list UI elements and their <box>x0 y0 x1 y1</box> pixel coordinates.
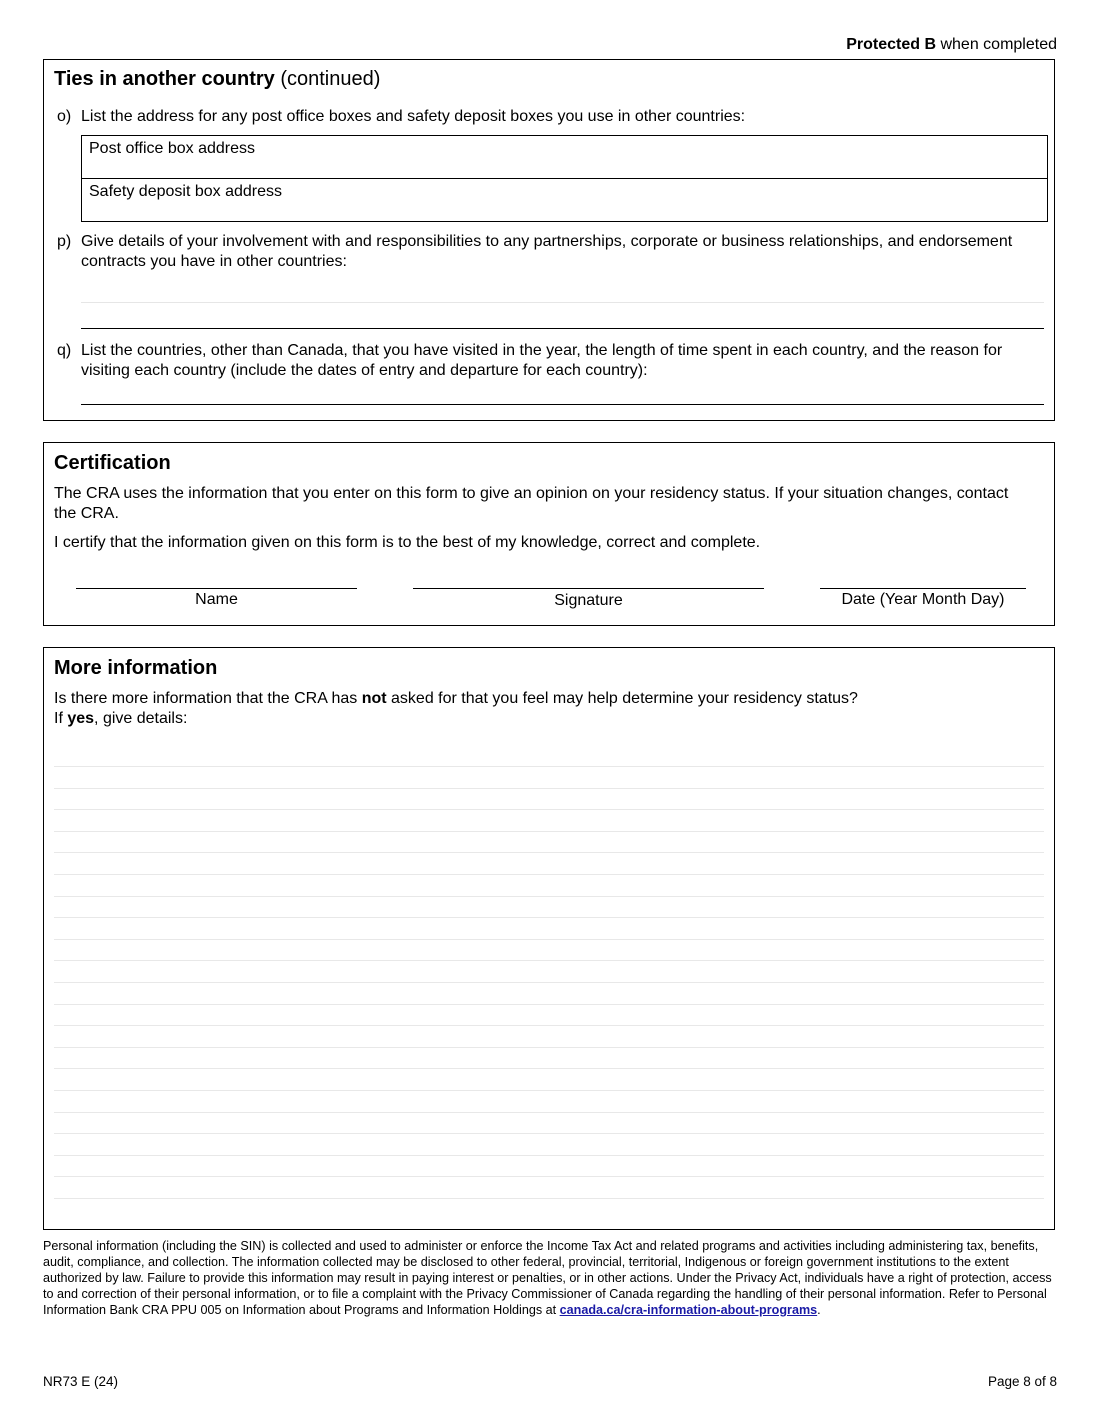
answer-line[interactable] <box>54 960 1044 961</box>
answer-line[interactable] <box>54 831 1044 832</box>
question-o-text: List the address for any post office boxes and safety deposit boxes you use in other countries: <box>81 108 746 125</box>
privacy-end: . <box>817 1303 821 1317</box>
privacy-statement <box>43 1238 1055 1318</box>
answer-line[interactable] <box>54 1155 1044 1156</box>
protected-b-label: Protected B <box>846 36 937 53</box>
protected-b-suffix: when completed <box>936 36 1057 53</box>
safety-deposit-box-address-field[interactable] <box>82 179 1047 222</box>
answer-line[interactable] <box>54 874 1044 875</box>
more-information-section <box>43 647 1055 1230</box>
question-p-answer-line-1[interactable] <box>81 302 1044 303</box>
certification-title: Certification <box>54 452 171 474</box>
answer-line[interactable] <box>54 1133 1044 1134</box>
certification-paragraph-1: The CRA uses the information that you enter on this form to give an opinion on your residency status. If your situation changes, contact the CRA. <box>54 485 1009 522</box>
answer-line[interactable] <box>54 1112 1044 1113</box>
answer-line[interactable] <box>54 982 1044 983</box>
privacy-text: Personal information (including the SIN) is collected and used to administer or enforce the Income Tax Act and related programs and activities including administering tax, benefits, audit, compliance, and collection. The information collected may be disclosed to other federal, provincial, territorial, Indigenous or foreign government institutions to the extent authorized by law. Failure to provide this information may result in paying interest or penalties, or in other actions. Under the Privacy Act, individuals have a right of protection, access to and correction of their personal information, or to file a complaint with the Privacy Commissioner of Canada regarding the handling of their personal information. Refer to Personal Information Bank CRA PPU 005 on Information about Programs and Information Holdings at <box>43 1239 1052 1317</box>
answer-line[interactable] <box>54 1198 1044 1199</box>
answer-line[interactable] <box>54 788 1044 789</box>
more-information-title: More information <box>54 657 218 679</box>
ties-in-another-country-section <box>43 59 1055 421</box>
more-info-if-part1: If <box>54 710 68 727</box>
address-box-table <box>81 135 1048 222</box>
question-q-text: List the countries, other than Canada, that you have visited in the year, the length of time spent in each country, and the reason for visiting each country (include the dates of entry and departure for each country): <box>81 342 1003 379</box>
ties-title-suffix: (continued) <box>274 68 381 90</box>
ties-section-title <box>54 68 380 91</box>
more-info-question-part2: asked for that you feel may help determine your residency status? <box>386 690 858 707</box>
question-o-letter: o) <box>57 108 72 125</box>
name-label: Name <box>195 591 238 608</box>
answer-line[interactable] <box>54 1176 1044 1177</box>
question-p-letter: p) <box>57 233 72 250</box>
more-info-if-bold: yes <box>67 710 95 727</box>
answer-line[interactable] <box>54 1090 1044 1091</box>
question-p-text: Give details of your involvement with and responsibilities to any partnerships, corporate or business relationships, and endorsement contracts you have in other countries: <box>81 233 1013 270</box>
form-identifier: NR73 E (24) <box>43 1374 119 1389</box>
signature-line[interactable] <box>413 588 764 589</box>
answer-line[interactable] <box>54 1047 1044 1048</box>
po-box-address-field[interactable] <box>82 136 1047 178</box>
protected-b-notice <box>846 36 1057 54</box>
certification-section <box>43 442 1055 626</box>
certification-paragraph-2: I certify that the information given on this form is to the best of my knowledge, correct and complete. <box>54 534 761 551</box>
question-p-answer-line-2[interactable] <box>81 328 1044 329</box>
po-box-row <box>82 136 1047 179</box>
answer-line[interactable] <box>54 1004 1044 1005</box>
answer-line[interactable] <box>54 852 1044 853</box>
more-info-question-bold: not <box>361 690 387 707</box>
question-q-letter: q) <box>57 342 72 359</box>
date-label: Date (Year Month Day) <box>841 591 1005 608</box>
answer-line[interactable] <box>54 896 1044 897</box>
more-info-question-part1: Is there more information that the CRA has <box>54 690 362 707</box>
answer-line[interactable] <box>54 809 1044 810</box>
more-info-if-part2: , give details: <box>94 710 188 727</box>
answer-line[interactable] <box>54 766 1044 767</box>
answer-line[interactable] <box>54 939 1044 940</box>
cra-information-link[interactable]: canada.ca/cra-information-about-programs <box>559 1303 818 1317</box>
date-line[interactable] <box>820 588 1026 589</box>
name-line[interactable] <box>76 588 357 589</box>
answer-line[interactable] <box>54 1068 1044 1069</box>
safety-box-row <box>82 179 1047 222</box>
ties-title-text: Ties in another country <box>54 68 275 90</box>
page-number: Page 8 of 8 <box>987 1374 1057 1389</box>
question-q-answer-line[interactable] <box>81 404 1044 405</box>
answer-line[interactable] <box>54 917 1044 918</box>
signature-label: Signature <box>554 592 623 609</box>
answer-line[interactable] <box>54 1025 1044 1026</box>
more-information-question <box>54 689 1034 729</box>
